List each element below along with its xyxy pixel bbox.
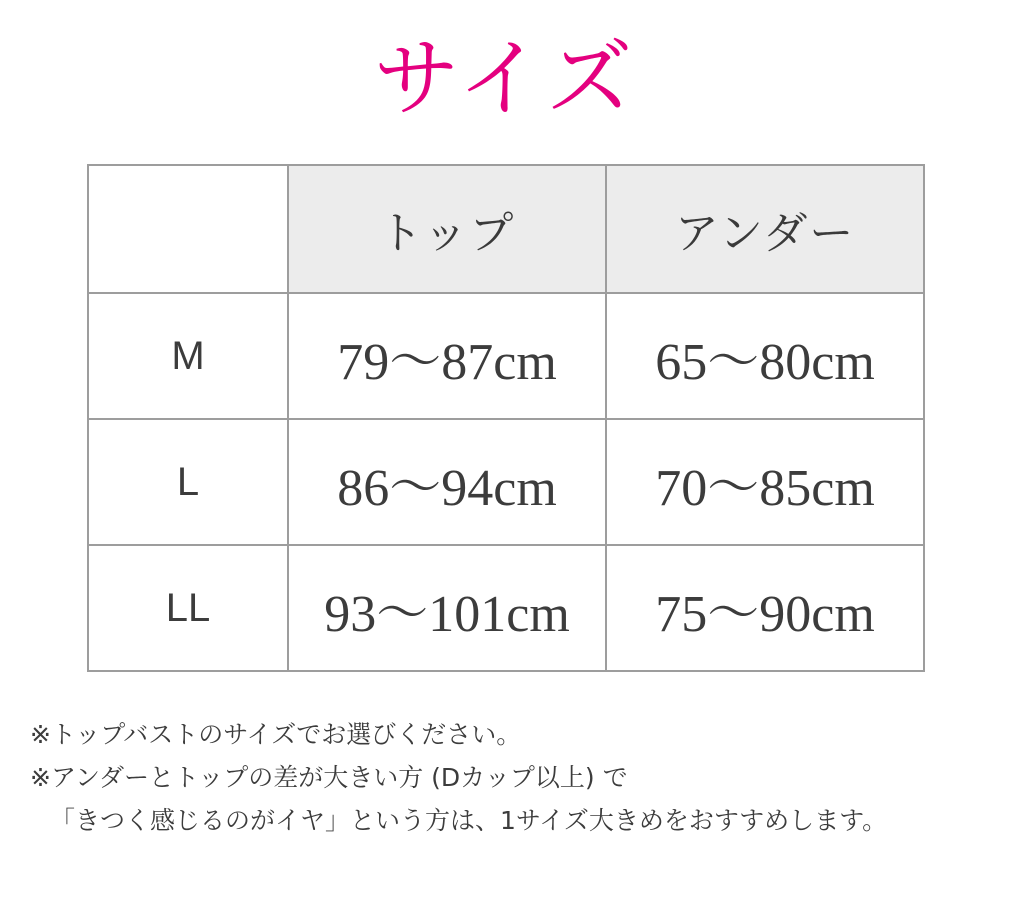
row-top-value: 86〜94cm <box>288 419 606 545</box>
row-size-label: L <box>88 419 288 545</box>
note-line-3: 「きつく感じるのがイヤ」という方は、1サイズ大きめをおすすめします。 <box>50 805 888 835</box>
row-under-value: 65〜80cm <box>606 293 924 419</box>
row-top-value: 79〜87cm <box>288 293 606 419</box>
table-header-under: アンダー <box>606 165 924 293</box>
table-header-row <box>88 165 924 293</box>
row-under-value: 75〜90cm <box>606 545 924 671</box>
row-size-label: LL <box>88 545 288 671</box>
table-row <box>88 419 924 545</box>
table-header-top: トップ <box>288 165 606 293</box>
page-title: サイズ <box>373 29 637 129</box>
table-row <box>88 545 924 671</box>
row-top-value: 93〜101cm <box>288 545 606 671</box>
table-header-blank <box>88 165 288 293</box>
note-line-2: ※アンダーとトップの差が大きい方 (Dカップ以上) で <box>30 762 628 792</box>
size-table <box>87 164 925 672</box>
row-size-label: M <box>88 293 288 419</box>
size-table-container <box>87 164 923 672</box>
table-row <box>88 293 924 419</box>
row-under-value: 70〜85cm <box>606 419 924 545</box>
notes-section <box>30 716 1010 840</box>
note-line-1: ※トップバストのサイズでお選びください。 <box>30 720 522 749</box>
